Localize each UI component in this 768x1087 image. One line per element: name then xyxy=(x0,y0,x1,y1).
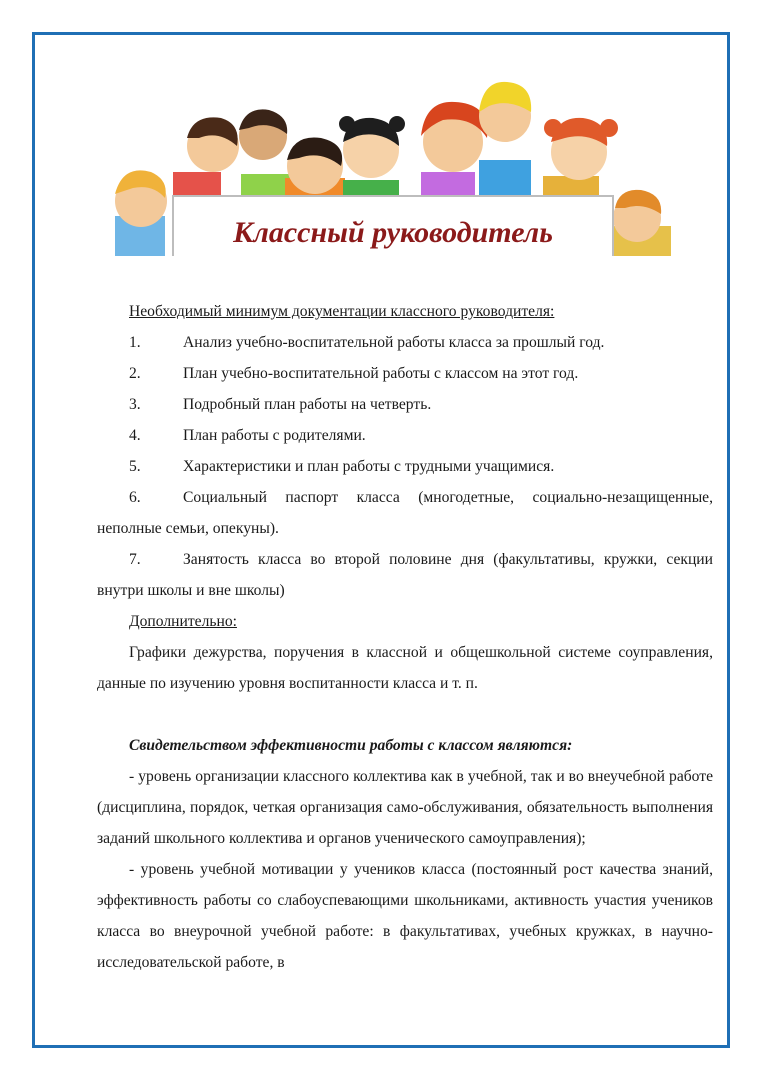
document-body xyxy=(97,296,713,978)
blank-line xyxy=(97,699,713,730)
list-item: 5. Характеристики и план работы с трудными учащимися. xyxy=(129,458,555,475)
list-item: 2. План учебно-воспитательной работы с классом на этот год. xyxy=(129,365,579,382)
list-item: 4. План работы с родителями. xyxy=(129,427,366,444)
list-item: 1. Анализ учебно-воспитательной работы класса за прошлый год. xyxy=(129,334,605,351)
sign-board xyxy=(173,196,613,262)
paragraph: - уровень организации классного коллектива как в учебной, так и во внеучебной работе (дисциплина, порядок, четкая организация само-обслуживания, обязательность выполнения заданий школьного коллектива и органов ученического самоуправления); xyxy=(97,768,713,847)
list-item: 6. Социальный паспорт класса (многодетные, социально-незащищенные, неполные семьи, опекуны). xyxy=(97,489,713,537)
list-item: 7. Занятость класса во второй половине дня (факультативы, кружки, секции внутри школы и вне школы) xyxy=(97,551,713,599)
list-item: 3. Подробный план работы на четверть. xyxy=(129,396,432,413)
section-heading: Дополнительно: xyxy=(129,613,237,630)
paragraph: - уровень учебной мотивации у учеников класса (постоянный рост качества знаний, эффективность работы со слабоуспевающими школьниками, активность участия учеников класса во внеурочной учебной работе: в факультативах, учебных кружках, в научно-исследовательской работе, в xyxy=(97,861,713,971)
paragraph: Графики дежурства, поручения в классной и общешкольной системе соуправления, данные по изучению уровня воспитанности класса и т. п. xyxy=(97,644,713,692)
banner-title: Классный руководитель xyxy=(233,216,553,249)
child-figure xyxy=(115,170,167,262)
banner-image xyxy=(103,76,685,262)
section-heading: Свидетельством эффективности работы с классом являются: xyxy=(129,737,573,754)
section-heading: Необходимый минимум документации классного руководителя: xyxy=(129,303,555,320)
